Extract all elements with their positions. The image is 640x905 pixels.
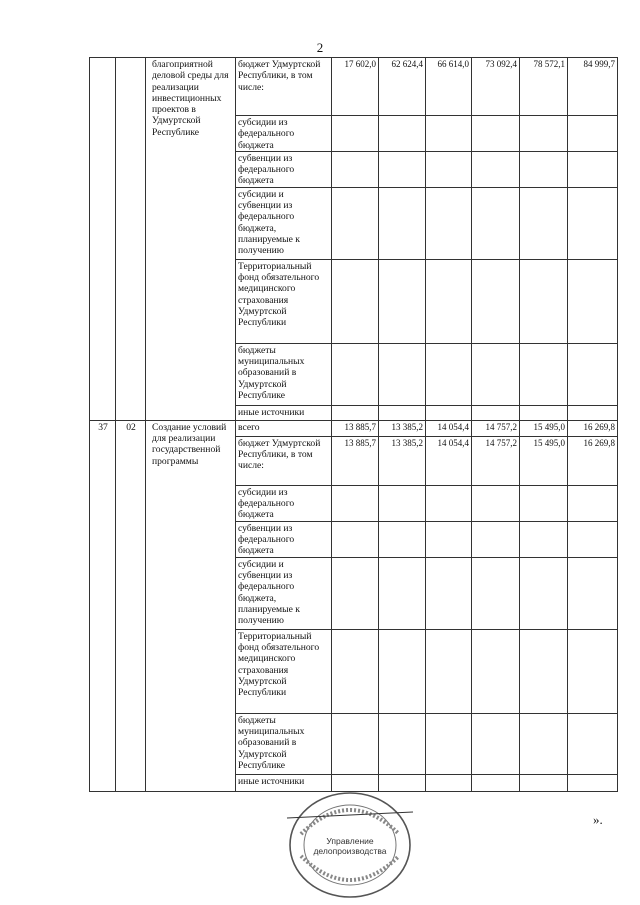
value-cell	[426, 343, 472, 405]
value-cell	[568, 557, 618, 629]
value-cell	[332, 187, 379, 259]
value-cell	[568, 521, 618, 557]
value-cell	[568, 485, 618, 521]
value-cell: 14 054,4	[426, 436, 472, 485]
value-cell	[379, 151, 426, 187]
value-cell	[426, 259, 472, 343]
seal-label: делопроизводства	[313, 846, 387, 856]
seal-signature-line	[287, 812, 413, 818]
value-cell	[568, 405, 618, 420]
value-cell: 15 495,0	[520, 436, 568, 485]
funding-source: субсидии и субвенции из федерального бюджета, планируемые к получению	[236, 187, 332, 259]
value-cell	[472, 521, 520, 557]
value-cell	[472, 116, 520, 152]
value-cell	[472, 187, 520, 259]
value-cell: 78 572,1	[520, 58, 568, 116]
value-cell: 14 757,2	[472, 436, 520, 485]
value-cell	[568, 774, 618, 791]
value-cell	[379, 116, 426, 152]
page-number: 2	[316, 40, 324, 55]
section-description: Создание условий для реализации государственной программы	[146, 420, 236, 791]
funding-source: бюджеты муниципальных образований в Удмуртской Республике	[236, 343, 332, 405]
value-cell	[520, 405, 568, 420]
value-cell	[472, 151, 520, 187]
value-cell	[568, 116, 618, 152]
value-cell	[472, 557, 520, 629]
value-cell	[520, 187, 568, 259]
closing-quote: ».	[593, 812, 603, 827]
value-cell	[332, 151, 379, 187]
value-cell: 73 092,4	[472, 58, 520, 116]
value-cell	[568, 151, 618, 187]
value-cell	[379, 629, 426, 713]
value-cell	[520, 151, 568, 187]
value-cell	[520, 343, 568, 405]
value-cell	[379, 774, 426, 791]
value-cell	[568, 343, 618, 405]
official-seal	[285, 790, 415, 900]
value-cell	[379, 713, 426, 774]
funding-source: иные источники	[236, 405, 332, 420]
value-cell: 14 054,4	[426, 420, 472, 436]
value-cell: 17 602,0	[332, 58, 379, 116]
value-cell	[379, 485, 426, 521]
value-cell	[332, 485, 379, 521]
value-cell	[332, 713, 379, 774]
value-cell	[472, 405, 520, 420]
funding-source: субсидии и субвенции из федерального бюджета, планируемые к получению	[236, 557, 332, 629]
value-cell	[426, 151, 472, 187]
value-cell	[520, 116, 568, 152]
value-cell	[472, 485, 520, 521]
value-cell	[472, 629, 520, 713]
value-cell	[379, 405, 426, 420]
code1-cell: 37	[90, 420, 116, 791]
value-cell	[568, 629, 618, 713]
value-cell	[332, 405, 379, 420]
value-cell	[426, 405, 472, 420]
value-cell	[568, 259, 618, 343]
value-cell: 13 885,7	[332, 436, 379, 485]
value-cell	[426, 485, 472, 521]
value-cell	[332, 259, 379, 343]
seal-band-text	[301, 856, 399, 880]
value-cell: 13 385,2	[379, 420, 426, 436]
value-cell	[472, 774, 520, 791]
value-cell: 16 269,8	[568, 420, 618, 436]
value-cell	[379, 521, 426, 557]
value-cell	[379, 343, 426, 405]
funding-source: бюджет Удмуртской Республики, в том числе:	[236, 436, 332, 485]
funding-source: субвенции из федерального бюджета	[236, 521, 332, 557]
funding-source: иные источники	[236, 774, 332, 791]
value-cell: 15 495,0	[520, 420, 568, 436]
value-cell	[332, 343, 379, 405]
value-cell	[520, 485, 568, 521]
funding-source: субвенции из федерального бюджета	[236, 151, 332, 187]
continued-section	[90, 58, 618, 421]
value-cell	[332, 774, 379, 791]
code1-cell	[90, 58, 116, 421]
value-cell	[379, 557, 426, 629]
value-cell	[426, 116, 472, 152]
value-cell	[379, 187, 426, 259]
value-cell	[332, 629, 379, 713]
value-cell	[426, 521, 472, 557]
value-cell	[332, 557, 379, 629]
seal-label: Управление	[326, 836, 374, 846]
section-description: благоприятной деловой среды для реализации инвестиционных проектов в Удмуртской Республике	[146, 58, 236, 421]
funding-source: бюджет Удмуртской Республики, в том числе:	[236, 58, 332, 116]
code2-cell: 02	[116, 420, 146, 791]
funding-source: Территориальный фонд обязательного медицинского страхования Удмуртской Республики	[236, 629, 332, 713]
value-cell	[472, 713, 520, 774]
value-cell	[426, 774, 472, 791]
value-cell	[426, 557, 472, 629]
value-cell	[426, 713, 472, 774]
value-cell	[472, 259, 520, 343]
value-cell	[520, 557, 568, 629]
value-cell: 13 385,2	[379, 436, 426, 485]
value-cell	[379, 259, 426, 343]
value-cell	[520, 521, 568, 557]
value-cell	[332, 116, 379, 152]
code2-cell	[116, 58, 146, 421]
value-cell: 16 269,8	[568, 436, 618, 485]
funding-source: субсидии из федерального бюджета	[236, 485, 332, 521]
value-cell: 66 614,0	[426, 58, 472, 116]
funding-source: всего	[236, 420, 332, 436]
value-cell	[426, 629, 472, 713]
value-cell: 84 999,7	[568, 58, 618, 116]
value-cell	[472, 343, 520, 405]
budget-table	[89, 57, 618, 792]
value-cell	[568, 187, 618, 259]
value-cell	[520, 774, 568, 791]
value-cell	[520, 629, 568, 713]
section-37	[90, 420, 618, 791]
funding-source: субсидии из федерального бюджета	[236, 116, 332, 152]
value-cell	[520, 259, 568, 343]
value-cell	[520, 713, 568, 774]
funding-source: Территориальный фонд обязательного медицинского страхования Удмуртской Республики	[236, 259, 332, 343]
value-cell: 13 885,7	[332, 420, 379, 436]
value-cell	[426, 187, 472, 259]
value-cell	[332, 521, 379, 557]
value-cell: 62 624,4	[379, 58, 426, 116]
funding-source: бюджеты муниципальных образований в Удмуртской Республике	[236, 713, 332, 774]
value-cell: 14 757,2	[472, 420, 520, 436]
value-cell	[568, 713, 618, 774]
